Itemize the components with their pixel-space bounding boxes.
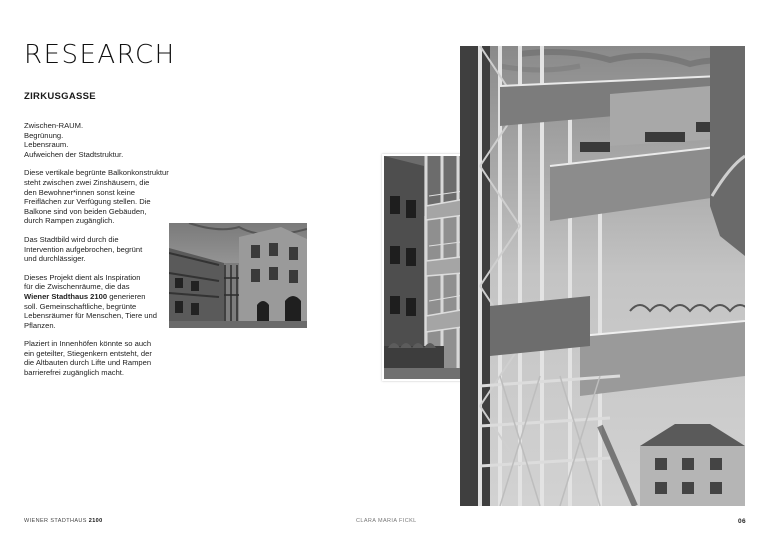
section-subtitle: ZIRKUSGASSE	[24, 91, 96, 102]
text-line: Plaziert in Innenhöfen könnte so auch	[24, 339, 152, 349]
main-balcony-photo	[460, 46, 745, 506]
text-line: den Bewohner*innen sonst keine	[24, 187, 136, 197]
text-line: Dieses Projekt dient als Inspiration	[24, 272, 141, 282]
intro-line: Zwischen-RAUM.	[24, 121, 84, 130]
text-line: soll. Gemeinschaftliche, begrünte	[24, 301, 137, 311]
footer-author: CLARA MARIA FICKL	[356, 518, 417, 524]
text-line: Pflanzen.	[24, 320, 56, 330]
footer-publication-prefix: WIENER STADTHAUS	[24, 518, 89, 524]
intro-line: Lebensraum.	[24, 140, 69, 150]
project-name: Wiener Stadthaus 2100	[24, 291, 108, 301]
intro-line: Aufweichen der Stadtstruktur.	[24, 149, 124, 159]
text-line: steht zwischen zwei Zinshäusern, die	[24, 177, 150, 187]
paragraph-inspiration	[24, 273, 170, 331]
page-title: RESEARCH	[24, 40, 176, 70]
intro-paragraph	[24, 121, 170, 159]
text-fragment: generieren	[107, 291, 146, 301]
text-line: die Altbauten durch Lifte und Rampen	[24, 358, 152, 368]
text-line: durch Rampen zugänglich.	[24, 216, 115, 226]
text-line: Lebensräumer für Menschen, Tiere und	[24, 311, 157, 321]
text-line: ein geteilter, Stiegenkern entsteht, der	[24, 348, 152, 358]
text-line: für die Zwischenräume, die das	[24, 282, 130, 292]
paragraph-cityscape	[24, 235, 170, 264]
footer-publication	[24, 518, 103, 524]
page-number: 06	[737, 518, 746, 525]
paragraph-placement	[24, 339, 170, 377]
text-line: Diese vertikale begrünte Balkonkonstruktur	[24, 168, 169, 178]
text-line: Intervention aufgebrochen, begrünt	[24, 244, 143, 254]
footer-publication-year: 2100	[88, 518, 103, 524]
text-line: und durchlässiger.	[24, 254, 86, 264]
text-line: Freiflächen zur Verfügung stellen. Die	[24, 197, 151, 207]
text-line: barrierefrei zugänglich macht.	[24, 368, 125, 378]
paragraph-balcony	[24, 168, 170, 226]
street-photo	[169, 223, 307, 328]
text-line: Balkone sind von beiden Gebäuden,	[24, 206, 147, 216]
text-line: Das Stadtbild wird durch die	[24, 234, 119, 244]
intro-line: Begrünung.	[24, 130, 64, 140]
body-text	[24, 121, 170, 387]
text-line	[24, 292, 170, 302]
